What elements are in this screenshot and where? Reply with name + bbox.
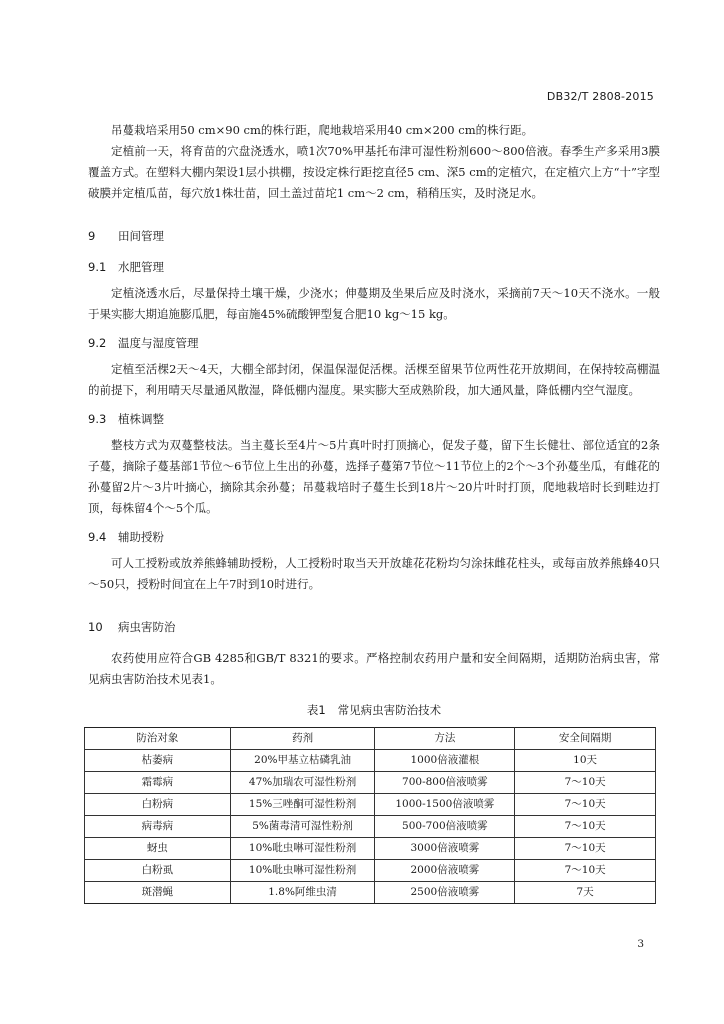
table-row <box>85 794 656 816</box>
table-row <box>85 882 656 904</box>
table-header-row <box>85 728 656 750</box>
table-cell: 白粉虱 <box>85 860 231 882</box>
header-cell: 安全间隔期 <box>515 728 656 750</box>
header-cell: 防治对象 <box>85 728 231 750</box>
header-cell: 药剂 <box>230 728 375 750</box>
table-cell: 10%吡虫啉可湿性粉剂 <box>230 838 375 860</box>
header-cell: 方法 <box>375 728 515 750</box>
section-heading-9 <box>88 226 660 247</box>
table-cell: 1000倍液灌根 <box>375 750 515 772</box>
table-number: 表1 <box>306 703 326 717</box>
table-cell: 斑潜蝇 <box>85 882 231 904</box>
section-number: 10 <box>88 620 103 634</box>
table-cell: 7～10天 <box>515 772 656 794</box>
table-row <box>85 838 656 860</box>
pest-control-table <box>84 727 656 904</box>
table-title: 常见病虫害防治技术 <box>337 703 442 717</box>
section-title: 田间管理 <box>118 229 164 243</box>
subsection-number: 9.1 <box>88 260 107 274</box>
table-cell: 10天 <box>515 750 656 772</box>
paragraph-spacing: 吊蔓栽培采用50 cm×90 cm的株行距，爬地栽培采用40 cm×200 cm的株行距。 <box>111 123 534 137</box>
table-cell: 7～10天 <box>515 794 656 816</box>
section-title: 病虫害防治 <box>118 620 176 634</box>
table-cell: 7天 <box>515 882 656 904</box>
paragraph-pest-control: 农药使用应符合GB 4285和GB/T 8321的要求。严格控制农药用户量和安全间隔期，适期防治病虫害，常见病虫害防治技术见表1。 <box>88 651 660 686</box>
subsection-heading-9-4 <box>88 527 660 548</box>
subsection-title: 植株调整 <box>118 412 164 426</box>
standard-code: DB32/T 2808-2015 <box>546 90 654 103</box>
subsection-number: 9.2 <box>88 336 107 350</box>
table-row <box>85 772 656 794</box>
table-cell: 白粉病 <box>85 794 231 816</box>
section-heading-10 <box>88 617 660 638</box>
table-cell: 7～10天 <box>515 838 656 860</box>
table-cell: 1000-1500倍液喷雾 <box>375 794 515 816</box>
subsection-number: 9.3 <box>88 412 107 426</box>
table-cell: 700-800倍液喷雾 <box>375 772 515 794</box>
paragraph-planting: 定植前一天，将育苗的穴盘浇透水，喷1次70%甲基托布津可湿性粉剂600～800倍液。春季生产多采用3膜覆盖方式。在塑料大棚内架设1层小拱棚，按设定株行距挖直径5 cm、深5 cm的定植穴，在定植穴上方“十”字型破膜并定植瓜苗，每穴放1株壮苗，回土盖过苗坨1 cm～2 cm，稍稍压实，及时浇足水。 <box>88 144 660 200</box>
paragraph-water-fertilizer: 定植浇透水后，尽量保持土壤干燥，少浇水；伸蔓期及坐果后应及时浇水，采摘前7天～10天不浇水。一般于果实膨大期追施膨瓜肥，每亩施45%硫酸钾型复合肥10 kg～15 kg。 <box>88 286 660 321</box>
section-number: 9 <box>88 229 96 243</box>
table-cell: 3000倍液喷雾 <box>375 838 515 860</box>
table-cell: 10%吡虫啉可湿性粉剂 <box>230 860 375 882</box>
table-cell: 2000倍液喷雾 <box>375 860 515 882</box>
table-cell: 7～10天 <box>515 816 656 838</box>
table-cell: 5%菌毒清可湿性粉剂 <box>230 816 375 838</box>
subsection-heading-9-2 <box>88 333 660 354</box>
table-cell: 500-700倍液喷雾 <box>375 816 515 838</box>
table-cell: 枯萎病 <box>85 750 231 772</box>
table-row <box>85 860 656 882</box>
paragraph-temperature-humidity: 定植至活棵2天～4天，大棚全部封闭，保温保湿促活棵。活棵至留果节位两性花开放期间，在保持较高棚温的前提下，利用晴天尽量通风散湿，降低棚内湿度。果实膨大至成熟阶段，加大通风量，降低棚内空气湿度。 <box>88 362 660 397</box>
subsection-title: 辅助授粉 <box>118 530 164 544</box>
table-cell: 20%甲基立枯磷乳油 <box>230 750 375 772</box>
table-cell: 霜霉病 <box>85 772 231 794</box>
table-cell: 7～10天 <box>515 860 656 882</box>
subsection-title: 温度与湿度管理 <box>118 336 199 350</box>
subsection-title: 水肥管理 <box>118 260 164 274</box>
subsection-heading-9-1 <box>88 257 660 278</box>
table-cell: 47%加瑞农可湿性粉剂 <box>230 772 375 794</box>
table-cell: 15%三唑酮可湿性粉剂 <box>230 794 375 816</box>
paragraph-plant-pruning: 整枝方式为双蔓整枝法。当主蔓长至4片～5片真叶时打顶摘心，促发子蔓，留下生长健壮、部位适宜的2条子蔓，摘除子蔓基部1节位～6节位上生出的孙蔓，选择子蔓第7节位～11节位上的2个～3个孙蔓坐瓜，有雌花的孙蔓留2片～3片叶摘心，摘除其余孙蔓；吊蔓栽培时子蔓生长到18片～20片叶时打顶，爬地栽培时长到畦边打顶，每株留4个～5个瓜。 <box>88 438 660 515</box>
table-cell: 蚜虫 <box>85 838 231 860</box>
table-cell: 1.8%阿维虫清 <box>230 882 375 904</box>
subsection-heading-9-3 <box>88 409 660 430</box>
table-row <box>85 816 656 838</box>
page-content <box>88 120 660 904</box>
table-cell: 病毒病 <box>85 816 231 838</box>
table-caption <box>88 700 660 721</box>
subsection-number: 9.4 <box>88 530 107 544</box>
table-cell: 2500倍液喷雾 <box>375 882 515 904</box>
page-number: 3 <box>637 938 644 950</box>
table-row <box>85 750 656 772</box>
paragraph-pollination: 可人工授粉或放养熊蜂辅助授粉，人工授粉时取当天开放雄花花粉均匀涂抹雌花柱头，或每亩放养熊蜂40只～50只，授粉时间宜在上午7时到10时进行。 <box>88 556 660 591</box>
